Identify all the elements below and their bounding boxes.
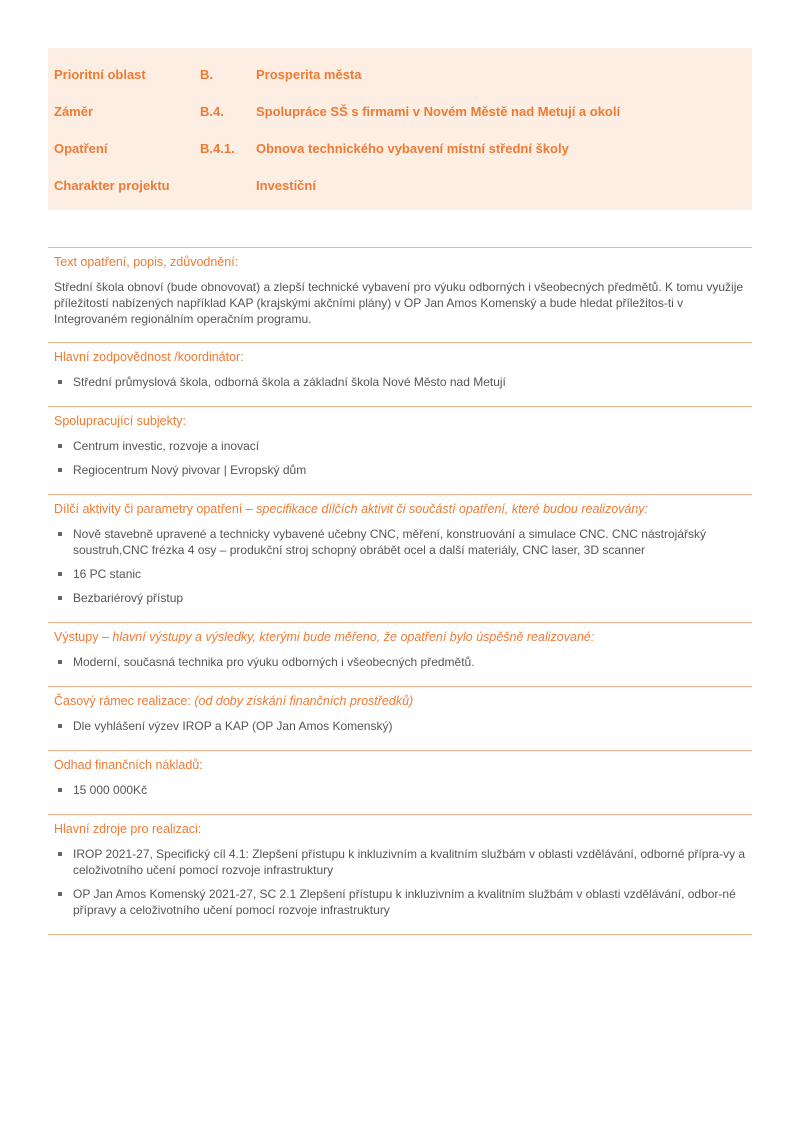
list-item: Centrum investic, rozvoje a inovací	[54, 438, 746, 454]
bullet-list	[54, 718, 746, 734]
section-title-main: Výstupy	[54, 630, 99, 644]
detail-sections	[48, 247, 752, 935]
list-item: 15 000 000Kč	[54, 782, 746, 798]
list-item: Moderní, současná technika pro výuku odborných i všeobecných předmětů.	[54, 654, 746, 670]
header-label: Prioritní oblast	[54, 67, 146, 82]
header-label: Záměr	[54, 104, 94, 119]
section-activities	[48, 495, 752, 623]
section-timeframe	[48, 687, 752, 751]
bullet-list	[54, 782, 746, 798]
section-title	[54, 629, 746, 645]
header-row-intent	[54, 93, 746, 130]
list-item: Nově stavebně upravené a technicky vybavené učebny CNC, měření, konstruování a simulace CNC. CNC nástrojářský soustruh,CNC frézka 4 osy – produkční stroj schopný obrábět ocel a další materiály, CNC laser, 3D scanner	[54, 526, 746, 558]
header-value: Spolupráce SŠ s firmami v Novém Městě nad Metují a okolí	[256, 104, 621, 119]
header-row-priority	[54, 56, 746, 93]
list-item: Střední průmyslová škola, odborná škola a základní škola Nové Město nad Metují	[54, 374, 746, 390]
section-title-italic: – hlavní výstupy a výsledky, kterými bude měřeno, že opatření bylo úspěšně realizované:	[98, 630, 595, 644]
section-partners	[48, 407, 752, 495]
bullet-list	[54, 526, 746, 606]
section-title	[54, 501, 746, 517]
section-description	[48, 248, 752, 343]
section-title	[54, 693, 746, 709]
section-title: Text opatření, popis, zdůvodnění:	[54, 255, 239, 269]
section-responsibility	[48, 343, 752, 407]
section-costs	[48, 751, 752, 815]
header-code: B.4.1.	[200, 141, 235, 156]
header-code: B.4.	[200, 104, 224, 119]
list-item: Dle vyhlášení výzev IROP a KAP (OP Jan Amos Komenský)	[54, 718, 746, 734]
list-item: IROP 2021-27, Specifický cíl 4.1: Zlepšení přístupu k inkluzivním a kvalitním službám v oblasti vzdělávání, odborné přípra-vy a celoživotního učení pomocí rozvoje infrastruktury	[54, 846, 746, 878]
section-title-italic: – specifikace dílčích aktivit či součástí opatření, které budou realizovány:	[242, 502, 649, 516]
section-outputs	[48, 623, 752, 687]
list-item: OP Jan Amos Komenský 2021-27, SC 2.1 Zlepšení přístupu k inkluzivním a kvalitním službám v oblasti vzdělávání, odbor-né přípravy a celoživotního učení pomocí rozvoje infrastruktury	[54, 886, 746, 918]
bullet-list	[54, 374, 746, 390]
bullet-list	[54, 846, 746, 918]
section-title-main: Dílčí aktivity či parametry opatření	[54, 502, 243, 516]
header-value: Prosperita města	[256, 67, 362, 82]
list-item: Regiocentrum Nový pivovar | Evropský dům	[54, 462, 746, 478]
bullet-list	[54, 438, 746, 478]
document-page	[48, 48, 752, 935]
header-code: B.	[200, 67, 213, 82]
header-label: Opatření	[54, 141, 108, 156]
section-title: Spolupracující subjekty:	[54, 414, 187, 428]
list-item: 16 PC stanic	[54, 566, 746, 582]
section-title-italic: (od doby získání finančních prostředků)	[194, 694, 414, 708]
project-header-table	[48, 48, 752, 210]
section-sources	[48, 815, 752, 935]
bullet-list	[54, 654, 746, 670]
section-title-main: Časový rámec realizace:	[54, 694, 195, 708]
section-title: Odhad finančních nákladů:	[54, 758, 203, 772]
list-item: Bezbariérový přístup	[54, 590, 746, 606]
section-title: Hlavní zdroje pro realizaci:	[54, 822, 202, 836]
header-value: Obnova technického vybavení místní střední školy	[256, 141, 569, 156]
header-value: Investiční	[256, 178, 316, 193]
header-row-character	[54, 167, 746, 204]
section-title: Hlavní zodpovědnost /koordinátor:	[54, 350, 244, 364]
header-label: Charakter projektu	[54, 178, 170, 193]
header-row-measure	[54, 130, 746, 167]
description-paragraph: Střední škola obnoví (bude obnovovat) a zlepší technické vybavení pro výuku odborných i všeobecných předmětů. K tomu využije příležitostí nabízených například KAP (krajskými akčními plány) v OP Jan Amos Komenský a bude hledat příležitos-ti v Integrovaném regionálním operačním programu.	[54, 280, 744, 326]
